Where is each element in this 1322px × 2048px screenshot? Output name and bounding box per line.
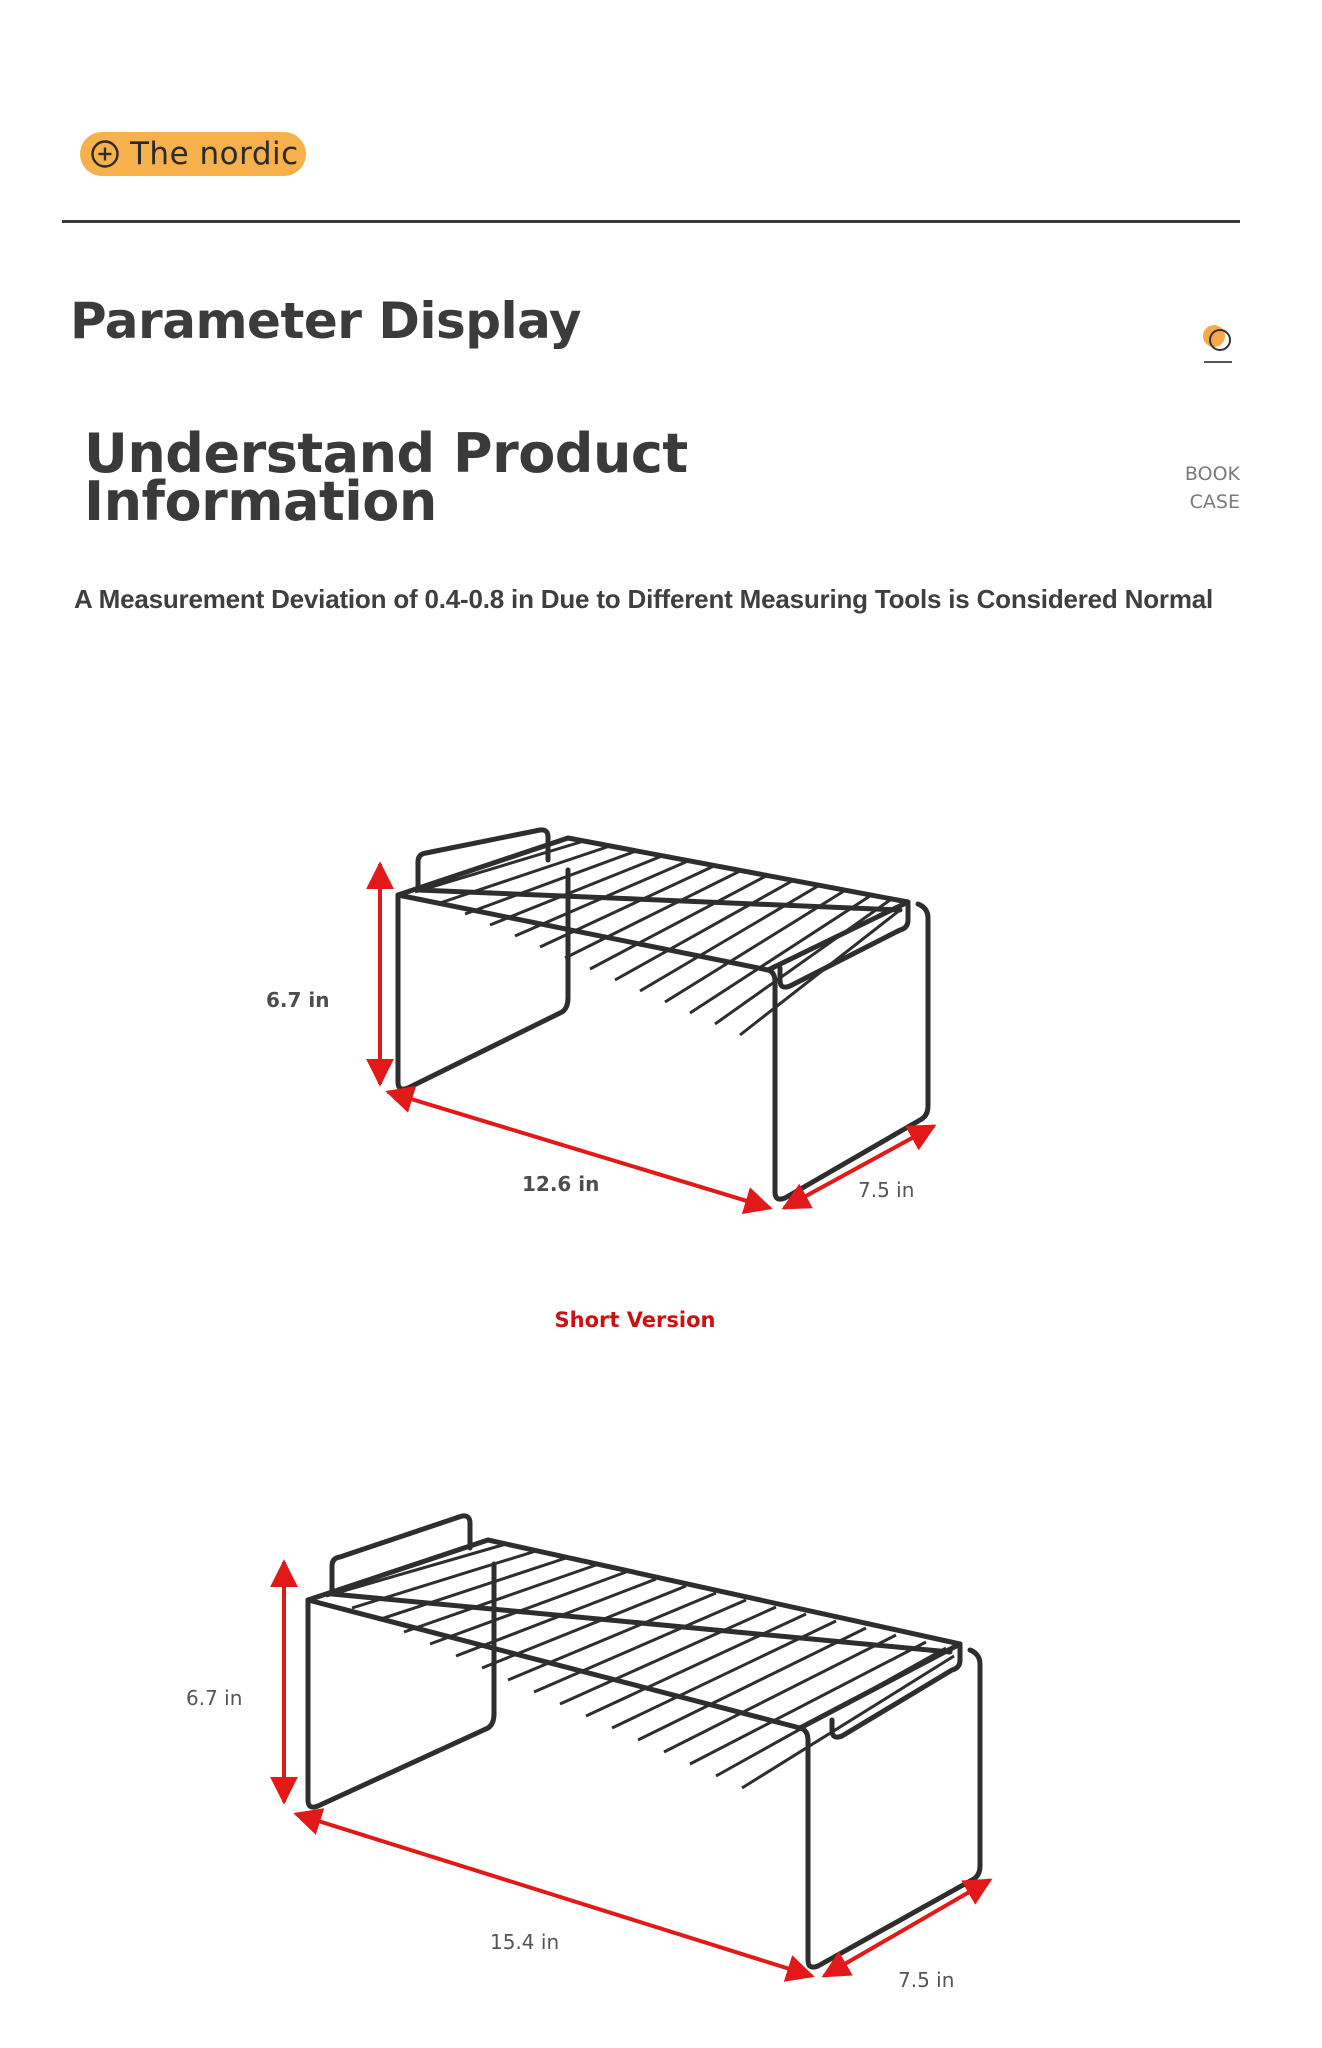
orange-dot-circle-icon (1200, 322, 1234, 366)
info-title-line2: Information (84, 470, 437, 533)
height-label: 6.7 in (266, 988, 330, 1012)
brand-label: The nordic (130, 136, 299, 172)
info-title (84, 422, 688, 533)
depth-label: 7.5 in (858, 1178, 915, 1202)
length-label: 12.6 in (522, 1172, 600, 1196)
product-diagram-long (0, 1500, 1322, 2040)
version-label: Short Version (554, 1308, 716, 1332)
shelf-illustration-long (0, 1500, 1322, 2040)
measurement-notice: A Measurement Deviation of 0.4-0.8 in Due to Different Measuring Tools is Considered Normal (74, 584, 1214, 614)
header-divider (62, 220, 1240, 223)
bookcase-label (1170, 460, 1240, 516)
brand-pill[interactable] (80, 132, 306, 176)
depth-label: 7.5 in (898, 1968, 955, 1992)
bookcase-line1: BOOK (1184, 463, 1240, 485)
length-label: 15.4 in (490, 1930, 560, 1954)
product-diagram-short (0, 800, 1322, 1240)
shelf-illustration-short (0, 800, 1322, 1240)
plus-circle-icon (90, 139, 120, 169)
bookcase-line2: CASE (1189, 491, 1240, 513)
height-label: 6.7 in (186, 1686, 243, 1710)
section-title: Parameter Display (70, 292, 581, 350)
info-title-line1: Understand Product (84, 422, 688, 485)
